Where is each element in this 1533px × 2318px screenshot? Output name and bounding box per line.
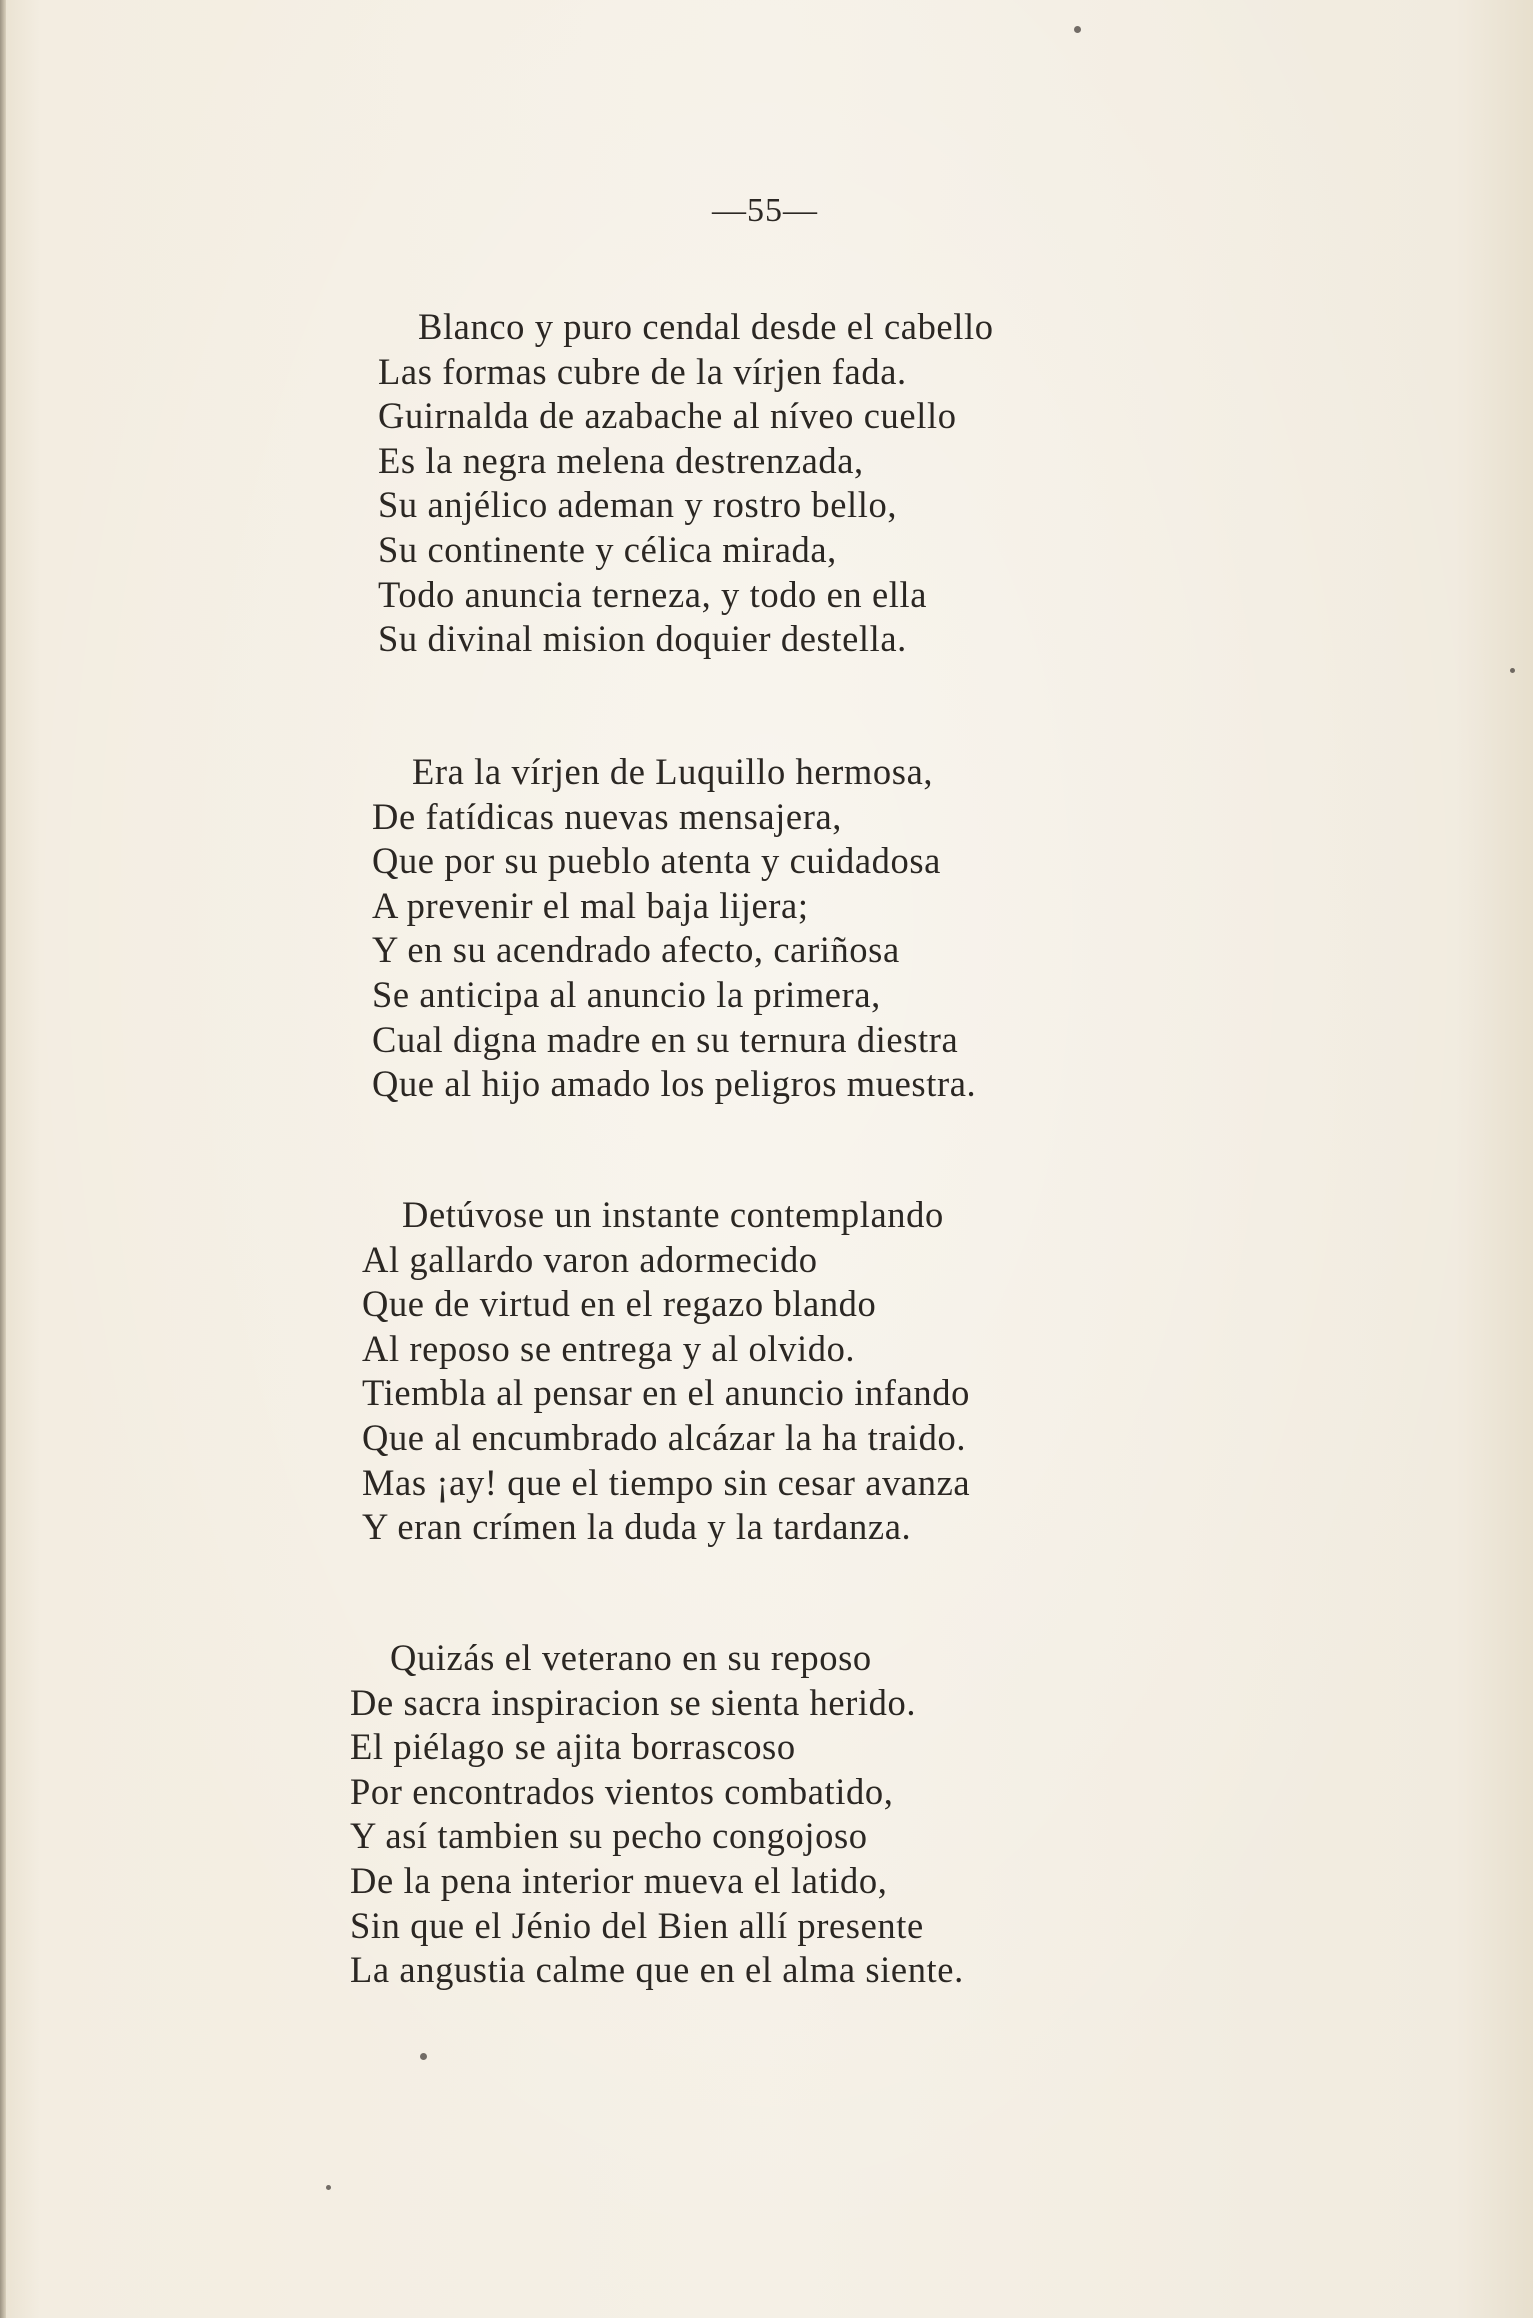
verse-line: De fatídicas nuevas mensajera, (372, 795, 842, 837)
verse-line: Al gallardo varon adormecido (362, 1238, 818, 1280)
verse-line: Que al hijo amado los peligros muestra. (372, 1063, 977, 1105)
verse-line: El piélago se ajita borrascoso (350, 1726, 796, 1768)
verse-line: De la pena interior mueva el latido, (350, 1859, 888, 1901)
ink-speck (1510, 668, 1515, 673)
ink-speck (326, 2185, 331, 2190)
verse-line: Que al encumbrado alcázar la ha traido. (362, 1416, 967, 1458)
verse-line: Sin que el Jénio del Bien allí presente (350, 1904, 924, 1946)
verse-line: Y eran crímen la duda y la tardanza. (362, 1506, 912, 1548)
verse-line: Era la vírjen de Luquillo hermosa, (412, 751, 934, 792)
stanza-1 (378, 305, 994, 662)
stanza-3 (362, 1193, 970, 1550)
verse-line: Quizás el veterano en su reposo (390, 1637, 872, 1678)
verse-line: Mas ¡ay! que el tiempo sin cesar avanza (362, 1461, 971, 1503)
verse-line: Y así tambien su pecho congojoso (350, 1815, 868, 1857)
verse-line: Todo anuncia terneza, y todo en ella (378, 573, 928, 615)
verse-line: Se anticipa al anuncio la primera, (372, 973, 881, 1015)
verse-line: De sacra inspiracion se sienta herido. (350, 1681, 917, 1723)
verse-line: Las formas cubre de la vírjen fada. (378, 350, 907, 392)
ink-speck (1074, 26, 1081, 33)
verse-line: Por encontrados vientos combatido, (350, 1770, 894, 1812)
verse-line: A prevenir el mal baja lijera; (372, 884, 809, 926)
verse-line: Es la negra melena destrenzada, (378, 439, 864, 481)
verse-line: Al reposo se entrega y al olvido. (362, 1327, 856, 1369)
stanza-4 (350, 1636, 964, 1993)
verse-line: Cual digna madre en su ternura diestra (372, 1018, 959, 1060)
ink-speck (420, 2053, 427, 2060)
verse-line: Y en su acendrado afecto, cariñosa (372, 929, 900, 971)
verse-line: Su continente y célica mirada, (378, 528, 837, 570)
verse-line: Que por su pueblo atenta y cuidadosa (372, 840, 941, 882)
verse-line: Su divinal mision doquier destella. (378, 618, 907, 660)
verse-line: Su anjélico ademan y rostro bello, (378, 484, 898, 526)
verse-line: Blanco y puro cendal desde el cabello (418, 306, 994, 347)
verse-line: Tiembla al pensar en el anuncio infando (362, 1372, 970, 1414)
verse-line: Detúvose un instante contemplando (402, 1194, 944, 1235)
verse-line: Que de virtud en el regazo blando (362, 1283, 877, 1325)
page-binding-edge (0, 0, 6, 2318)
verse-line: La angustia calme que en el alma siente. (350, 1949, 964, 1991)
page-number: —55— (712, 192, 818, 229)
verse-line: Guirnalda de azabache al níveo cuello (378, 395, 957, 437)
stanza-2 (372, 750, 976, 1107)
